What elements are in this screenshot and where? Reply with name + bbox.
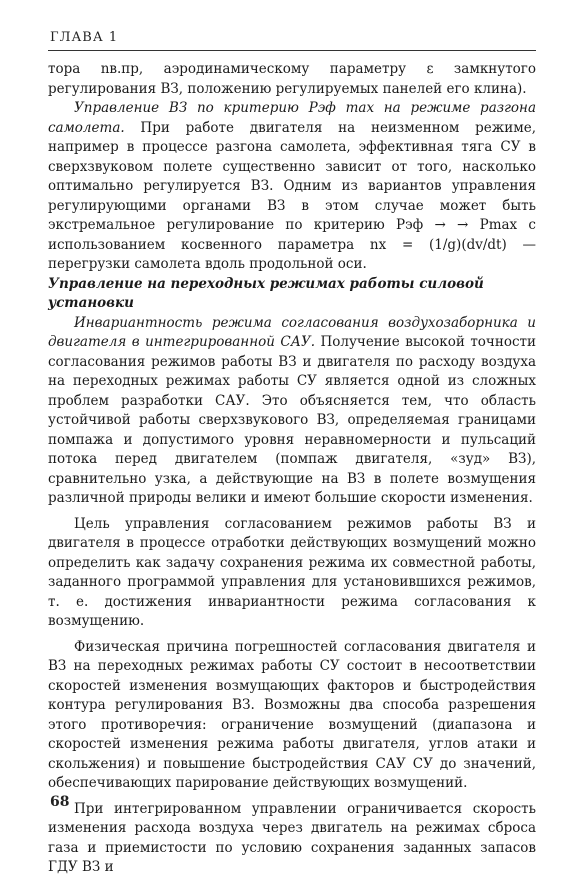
paragraph-lead-italic: Управление ВЗ по критерию Pэф max на режиме разгона самолета.	[48, 100, 536, 136]
paragraph-text: При работе двигателя на неизменном режиме, например в процессе разгона самолета, эффективная тяга СУ в сверхзвуковом полете существенно зависит от того, насколько оптимально регулируется ВЗ. Одним из вариантов управления регулирующими органами ВЗ в этом случае может быть экстремальное регулирование по критерию Pэф → → Pmax с использованием косвенного параметра nx = (1/g)(dv/dt) — перегрузки самолета вдоль продольной оси.	[48, 119, 536, 272]
paragraph-control-goal: Цель управления согласованием режимов работы ВЗ и двигателя в процессе отработки действующих возмущений можно определить как задачу сохранения режима их совместной работы, заданного программой управления для установившихся режимов, т. е. достижения инвариантности режима согласования к возмущению.	[48, 515, 536, 629]
paragraph-integrated-control: При интегрированном управлении ограничивается скорость изменения расхода воздуха через двигатель на режимах сброса газа и приемистости по условию сохранения заданных запасов ГДУ ВЗ и	[48, 800, 536, 875]
paragraph-lead-italic: Инвариантность режима согласования воздухозаборника и двигателя в интегрированной САУ.	[48, 314, 536, 350]
chapter-heading: ГЛАВА 1	[50, 30, 119, 45]
header-rule	[48, 50, 536, 51]
paragraph-text: Получение высокой точности согласования режимов работы ВЗ и двигателя по расходу воздуха на переходных режимах работы СУ является одной из сложных проблем разработки САУ. Это объясняется тем, что область устойчивой работы сверхзвукового ВЗ, определяемая границами помпажа и допустимого уровня неравномерности и пульсаций потока перед двигателем (помпаж двигателя, «зуд» ВЗ), сравнительно узка, а действующие на ВЗ в полете возмущения различной природы велики и имеют большие скорости изменения.	[48, 334, 536, 506]
paragraph-invariance	[48, 314, 536, 509]
page-number: 68	[50, 794, 70, 810]
paragraph-acceleration-control	[48, 99, 536, 275]
section-subheading: Управление на переходных режимах работы силовой установки	[48, 275, 484, 311]
paragraph-continued: тора nв.пр, аэродинамическому параметру ε замкнутого регулирования ВЗ, положению регулируемых панелей его клина).	[48, 61, 536, 97]
paragraph-physical-cause: Физическая причина погрешностей согласования двигателя и ВЗ на переходных режимах работы СУ состоит в несоответствии скоростей изменения возмущающих факторов и быстродействия контура регулирования ВЗ. Возможны два способа разрешения этого противоречия: ограничение возмущений (диапазона и скоростей изменения режима работы двигателя, углов атаки и скольжения) и повышение быстродействия САУ СУ до значений, обеспечивающих парирование действующих возмущений.	[48, 638, 536, 791]
page-body	[48, 60, 536, 878]
